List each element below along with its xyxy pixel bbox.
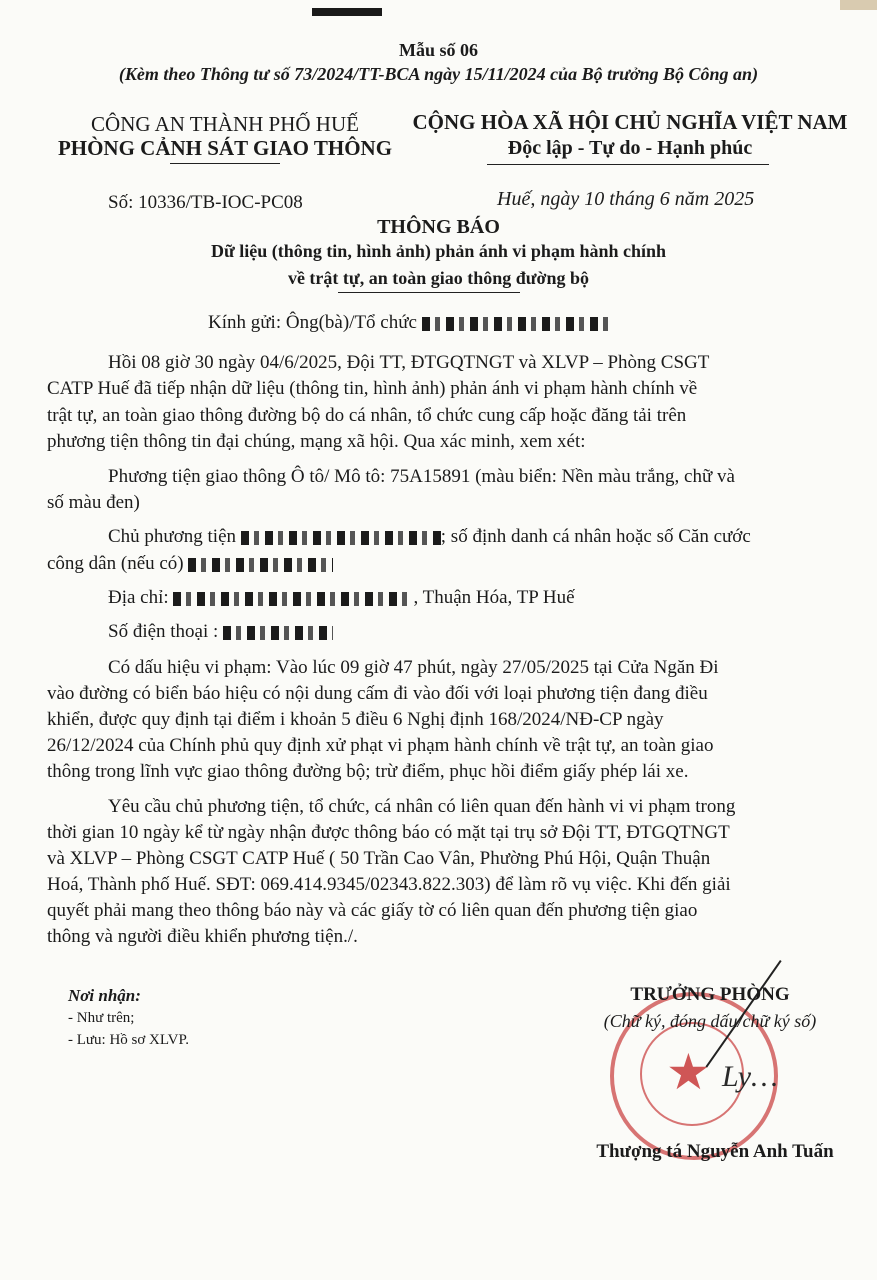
document-subtitle-2: về trật tự, an toàn giao thông đường bộ <box>287 268 590 288</box>
document-title: THÔNG BÁO <box>377 216 500 238</box>
p3-line-1: Yêu cầu chủ phương tiện, tổ chức, cá nhân có liên quan đến hành vi vi phạm trong <box>108 796 736 817</box>
signer-note: (Chữ ký, đóng dấu/chữ ký số) <box>603 1011 817 1031</box>
star-emblem-icon: ★ <box>666 1044 711 1100</box>
p1-line-4: phương tiện thông tin đại chúng, mạng xã hội. Qua xác minh, xem xét: <box>47 431 586 452</box>
owner-label: Chủ phương tiện <box>108 526 237 547</box>
p1-line-2: CATP Huế đã tiếp nhận dữ liệu (thông tin, hình ảnh) phản ánh vi phạm hành chính về <box>47 378 698 399</box>
redacted-id <box>188 558 333 572</box>
phone-label: Số điện thoại : <box>108 621 219 642</box>
recipient-item: - Như trên; <box>68 1010 135 1026</box>
scan-artifact-bar <box>312 8 382 16</box>
p3-line-4: Hoá, Thành phố Huế. SĐT: 069.414.9345/02343.822.303) để làm rõ vụ việc. Khi đến giải <box>47 874 731 895</box>
vehicle-line-2: số màu đen) <box>47 492 140 513</box>
recipient-label: Kính gửi: Ông(bà)/Tổ chức <box>208 312 417 333</box>
document-subtitle-1: Dữ liệu (thông tin, hình ảnh) phản ánh vi phạm hành chính <box>211 241 666 261</box>
form-note: (Kèm theo Thông tư số 73/2024/TT-BCA ngày 15/11/2024 của Bộ trưởng Bộ Công an) <box>118 64 759 84</box>
document-number: Số: 10336/TB-IOC-PC08 <box>108 192 303 213</box>
p3-line-3: và XLVP – Phòng CSGT CATP Huế ( 50 Trần Cao Vân, Phường Phú Hội, Quận Thuận <box>47 848 711 869</box>
nation-motto: Độc lập - Tự do - Hạnh phúc <box>507 137 753 159</box>
nation-title: CỘNG HÒA XÃ HỘI CHỦ NGHĨA VIỆT NAM <box>412 110 848 134</box>
recipient-item: - Lưu: Hồ sơ XLVP. <box>68 1032 189 1048</box>
p3-line-2: thời gian 10 ngày kể từ ngày nhận được thông báo có mặt tại trụ sở Đội TT, ĐTGQTNGT <box>47 822 730 843</box>
motto-underline <box>487 164 769 165</box>
p1-line-1: Hồi 08 giờ 30 ngày 04/6/2025, Đội TT, ĐTGQTNGT và XLVP – Phòng CSGT <box>108 352 710 373</box>
p3-line-5: quyết phải mang theo thông báo này và các giấy tờ có liên quan đến phương tiện giao <box>47 900 698 921</box>
p2-line-3: khiển, được quy định tại điểm i khoản 5 điều 6 Nghị định 168/2024/NĐ-CP ngày <box>47 709 664 730</box>
subtitle-underline <box>338 292 520 293</box>
vehicle-line-1: Phương tiện giao thông Ô tô/ Mô tô: 75A15891 (màu biển: Nền màu trắng, chữ và <box>108 466 735 487</box>
p1-line-3: trật tự, an toàn giao thông đường bộ do cá nhân, tổ chức cung cấp hoặc đăng tải trên <box>47 405 687 426</box>
id-line <box>47 553 333 575</box>
place-date: Huế, ngày 10 tháng 6 năm 2025 <box>497 188 755 210</box>
redacted-owner <box>241 531 441 545</box>
p3-line-6: thông và người điều khiển phương tiện./. <box>47 926 358 947</box>
agency-underline <box>170 163 280 164</box>
address-suffix: , Thuận Hóa, TP Huế <box>413 587 575 608</box>
id-label: công dân (nếu có) <box>47 553 184 574</box>
signer-title: TRƯỞNG PHÒNG <box>630 984 790 1005</box>
redacted-address <box>173 592 413 606</box>
address-label: Địa chỉ: <box>108 587 169 608</box>
recipients-title: Nơi nhận: <box>68 986 141 1005</box>
p2-line-2: vào đường có biển báo hiệu có nội dung cấm đi vào đối với loại phương tiện đang điều <box>47 683 708 704</box>
recipient-line <box>208 312 612 334</box>
p2-line-1: Có dấu hiệu vi phạm: Vào lúc 09 giờ 47 phút, ngày 27/05/2025 tại Cửa Ngăn Đi <box>108 657 719 678</box>
agency-line-1: CÔNG AN THÀNH PHỐ HUẾ <box>91 112 359 136</box>
redacted-phone <box>223 626 333 640</box>
agency-line-2: PHÒNG CẢNH SÁT GIAO THÔNG <box>57 136 393 160</box>
form-number: Mẫu số 06 <box>398 40 478 60</box>
signer-name: Thượng tá Nguyễn Anh Tuấn <box>596 1141 834 1162</box>
address-line <box>108 587 575 609</box>
signature: Ly… <box>722 1060 778 1093</box>
owner-line <box>108 526 751 548</box>
scan-corner <box>840 0 877 10</box>
p2-line-4: 26/12/2024 của Chính phủ quy định xử phạt vi phạm hành chính về trật tự, an toàn giao <box>47 735 714 756</box>
owner-suffix: ; số định danh cá nhân hoặc số Căn cước <box>440 526 751 547</box>
phone-line <box>108 621 333 643</box>
p2-line-5: thông trong lĩnh vực giao thông đường bộ; trừ điểm, phục hồi điểm giấy phép lái xe. <box>47 761 689 782</box>
redacted-name <box>422 317 612 331</box>
